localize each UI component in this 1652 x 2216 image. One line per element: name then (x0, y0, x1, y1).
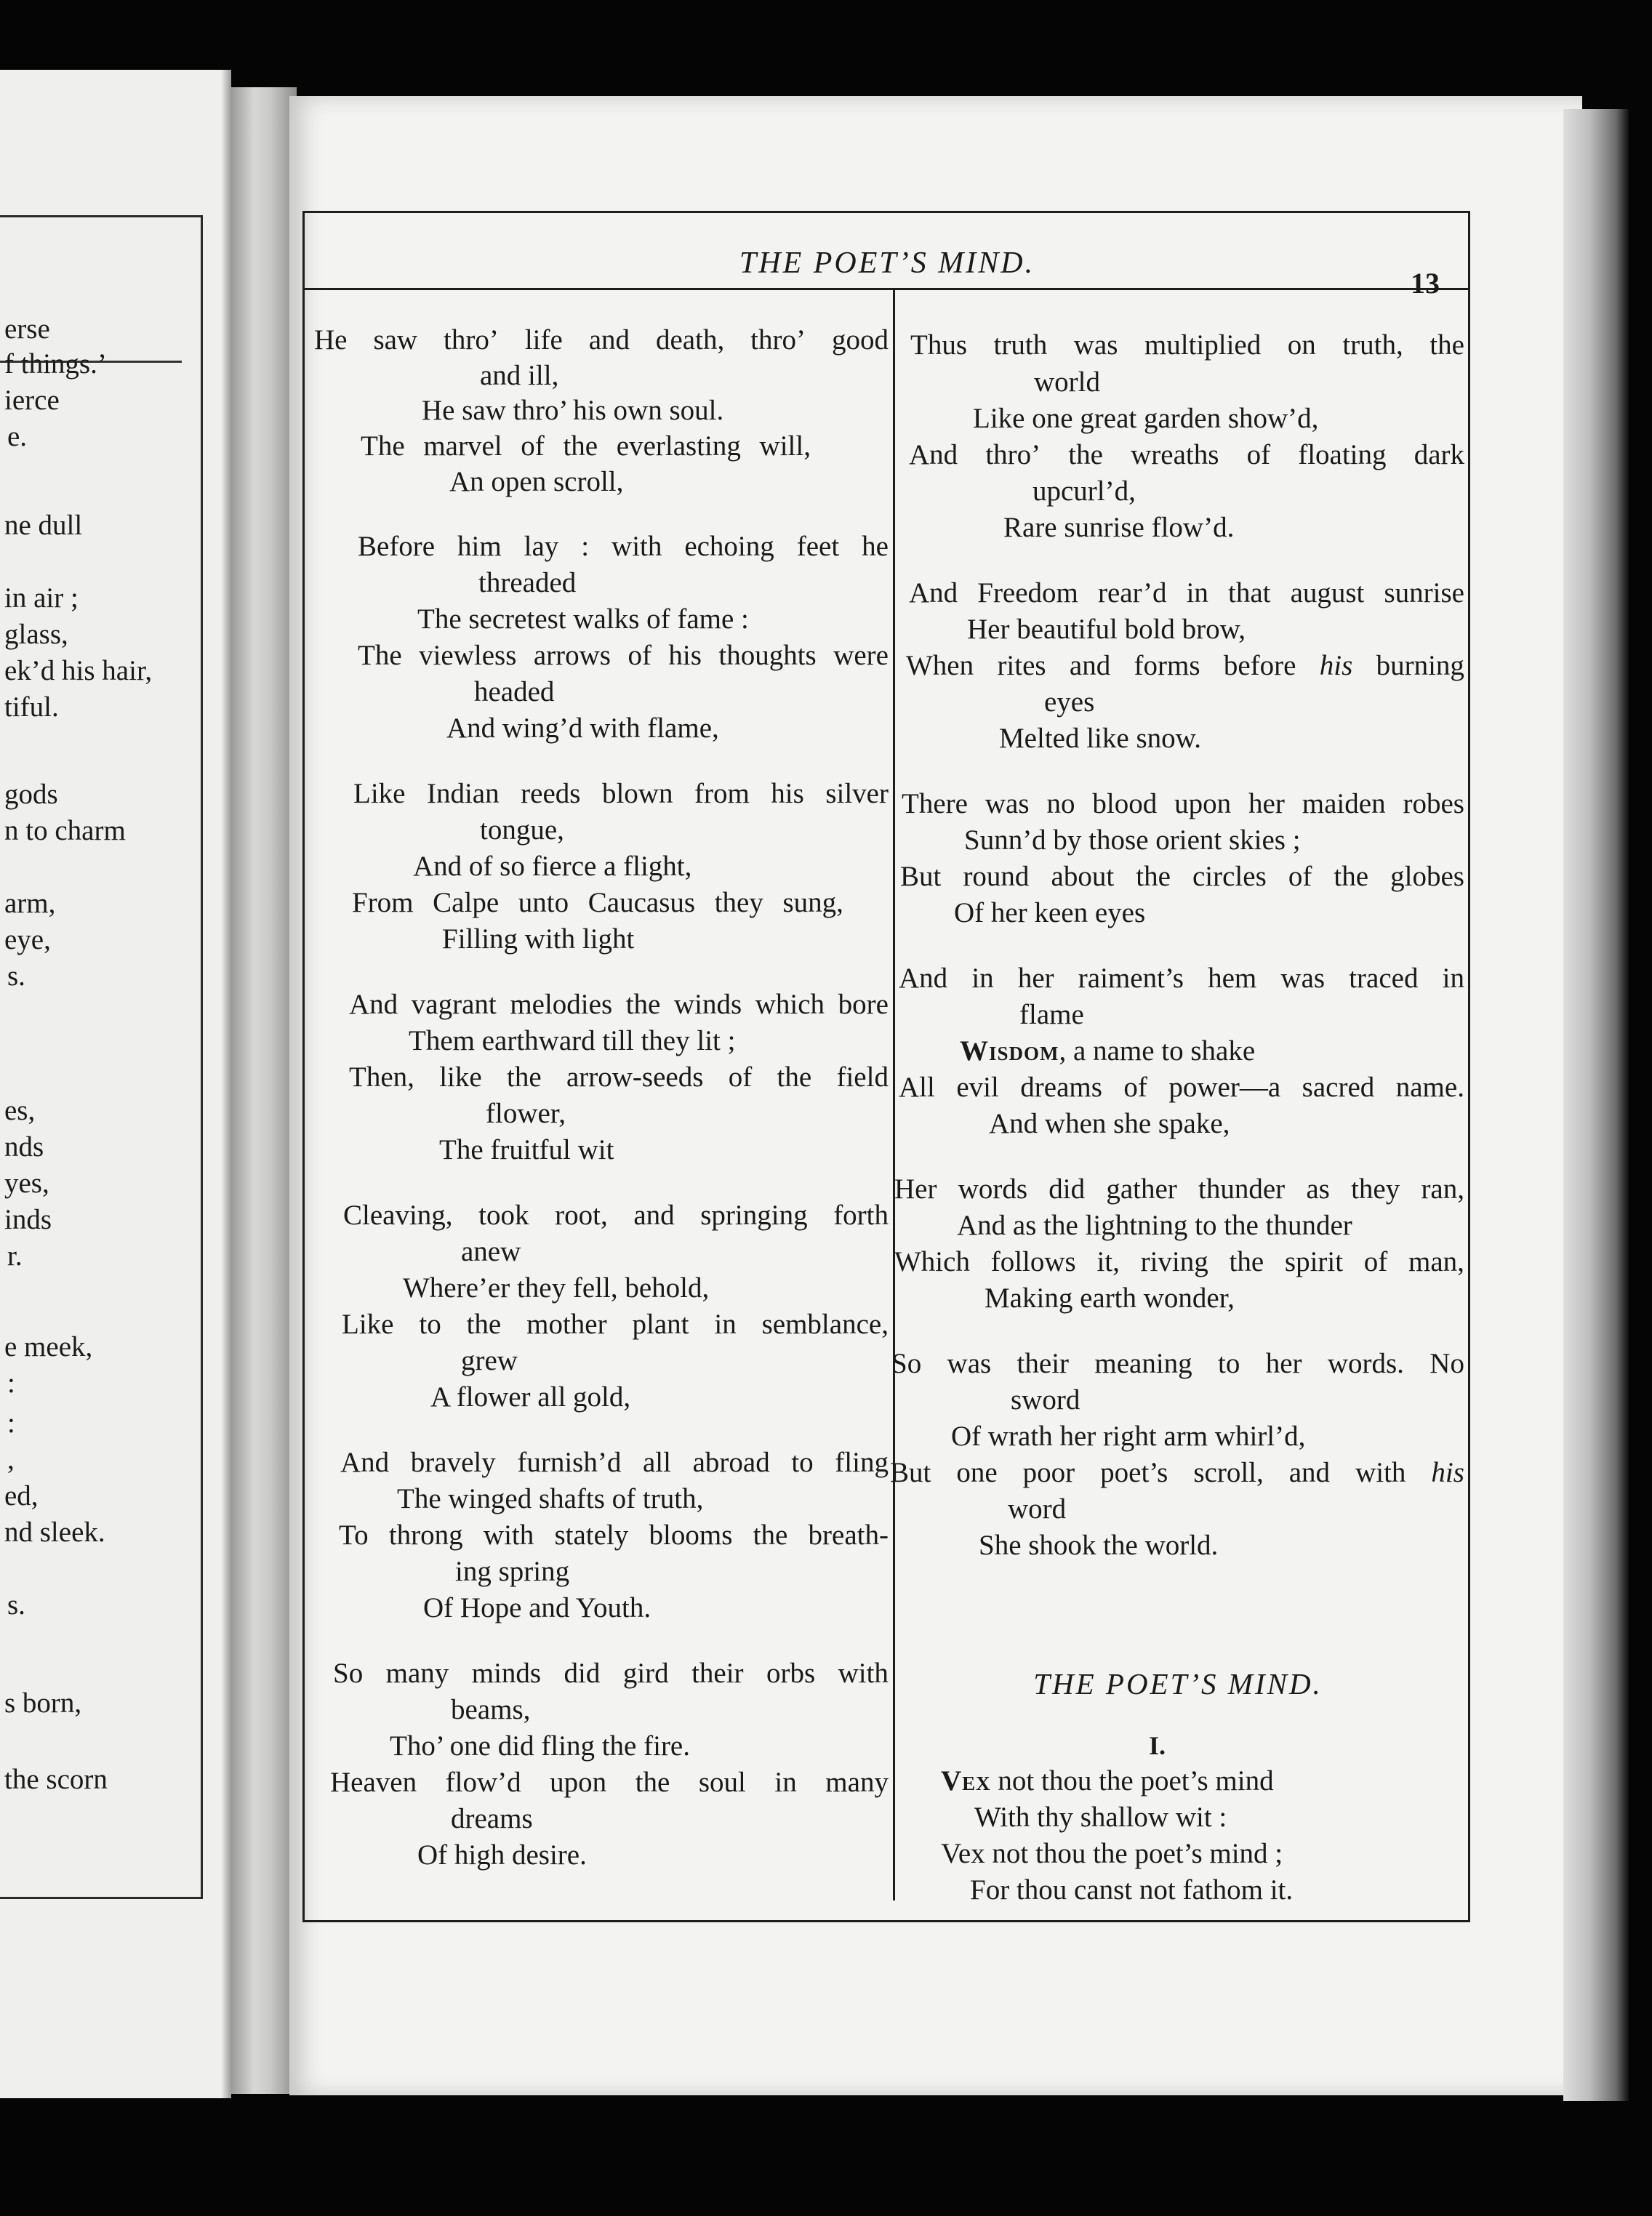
facing-page-fragment: ierce (4, 385, 60, 416)
new-poem-line: Vex not thou the poet’s mind (941, 1765, 1274, 1797)
poem-line-left: The winged shafts of truth, (397, 1483, 704, 1514)
poem-line-right: world (1034, 366, 1100, 398)
poem-line-right: But one poor poet’s scroll, and with his (890, 1457, 1464, 1488)
poem-line-left: ing spring (455, 1556, 570, 1587)
poem-line-left: The viewless arrows of his thoughts were (358, 640, 889, 671)
poem-line-right: So was their meaning to her words. No (891, 1348, 1464, 1379)
poem-line-left: He saw thro’ life and death, thro’ good (314, 324, 889, 356)
poem-line-left: Tho’ one did fling the fire. (390, 1730, 690, 1762)
poem-line-right: flame (1019, 999, 1084, 1030)
facing-page-fragment: es, (4, 1095, 36, 1126)
poem-line-left: dreams (451, 1803, 533, 1834)
facing-page-fragment: n to charm (4, 815, 126, 846)
poem-line-right: Of her keen eyes (954, 897, 1146, 928)
poem-line-left: Heaven flow’d upon the soul in many (330, 1767, 889, 1798)
poem-line-right: word (1008, 1493, 1067, 1525)
poem-line-right: upcurl’d, (1032, 475, 1136, 507)
poem-line-right: But round about the circles of the globes (900, 861, 1464, 892)
poem-line-left: tongue, (480, 814, 564, 846)
stanza-number: I. (1149, 1731, 1166, 1760)
facing-page-fragment: , (7, 1444, 15, 1475)
facing-page-fragment: e meek, (4, 1331, 93, 1362)
facing-page-fragment: erse (4, 313, 50, 345)
facing-page-fragment: yes, (4, 1168, 49, 1199)
poem-line-left: And of so fierce a flight, (413, 851, 692, 882)
poem-line-right: And as the lightning to the thunder (957, 1210, 1352, 1241)
page-number: 13 (1411, 267, 1440, 300)
facing-page-fragment: glass, (4, 619, 68, 650)
poem-line-left: threaded (478, 567, 577, 598)
poem-line-left: Then, like the arrow-seeds of the field (349, 1061, 889, 1093)
poem-line-right: Sunn’d by those orient skies ; (964, 824, 1301, 856)
facing-page-fragment: : (7, 1408, 15, 1439)
poem-line-left: Cleaving, took root, and springing forth (343, 1200, 889, 1231)
poem-line-right: Wisdom, a name to shake (960, 1035, 1256, 1067)
poem-line-right: Rare sunrise flow’d. (1003, 512, 1235, 543)
book-gutter (231, 87, 297, 2094)
poem-line-right: Making earth wonder, (985, 1282, 1235, 1314)
facing-page-fragment: ek’d his hair, (4, 655, 153, 686)
poem-line-right: Which follows it, riving the spirit of man, (894, 1246, 1464, 1277)
poem-line-right: Melted like snow. (999, 723, 1202, 754)
poem-line-left: grew (461, 1345, 518, 1376)
poem-line-left: Of high desire. (417, 1839, 587, 1871)
facing-page-fragment: s. (7, 960, 25, 992)
poem-line-right: When rites and forms before his burning (906, 650, 1464, 681)
poem-line-right: And when she spake, (989, 1108, 1230, 1139)
facing-page-fragment: : (7, 1368, 15, 1399)
poem-line-left: An open scroll, (449, 466, 624, 497)
new-poem-line: For thou canst not fathom it. (970, 1874, 1294, 1906)
facing-page-fragment: the scorn (4, 1764, 108, 1795)
poem-line-left: And wing’d with flame, (446, 712, 719, 744)
poem-line-right: And Freedom rear’d in that august sunrise (909, 577, 1464, 609)
new-poem-line: Vex not thou the poet’s mind ; (941, 1838, 1283, 1869)
poem-line-left: Before him lay : with echoing feet he (358, 531, 889, 562)
facing-page-fragment: tiful. (4, 691, 59, 723)
facing-page-fragment: nd sleek. (4, 1517, 105, 1548)
poem-title: THE POET’S MIND. (1033, 1667, 1323, 1701)
poem-line-right: All evil dreams of power—a sacred name. (899, 1072, 1464, 1103)
poem-line-right: Her beautiful bold brow, (967, 614, 1246, 645)
poem-line-left: And bravely furnish’d all abroad to fling (340, 1447, 889, 1478)
facing-page-fragment: in air ; (4, 582, 79, 614)
facing-page (0, 70, 231, 2098)
poem-line-right: And in her raiment’s hem was traced in (899, 963, 1464, 994)
poem-line-left: And vagrant melodies the winds which bore (349, 989, 889, 1020)
poem-line-left: Like to the mother plant in semblance, (342, 1309, 889, 1340)
poem-line-right: sword (1011, 1384, 1080, 1416)
poem-line-left: Filling with light (442, 923, 635, 955)
poem-line-left: beams, (451, 1694, 531, 1725)
poem-line-left: The marvel of the everlasting will, (361, 430, 811, 462)
page-edge (1563, 109, 1629, 2101)
poem-line-right: Thus truth was multiplied on truth, the (910, 329, 1464, 361)
poem-line-left: From Calpe unto Caucasus they sung, (352, 887, 843, 918)
poem-line-left: Them earthward till they lit ; (409, 1025, 736, 1056)
facing-page-fragment: s born, (4, 1687, 82, 1719)
facing-page-fragment: ne dull (4, 510, 83, 541)
poem-line-left: Of Hope and Youth. (423, 1592, 651, 1623)
facing-page-fragment: e. (7, 421, 28, 452)
facing-page-fragment: gods (4, 779, 58, 810)
poem-line-left: flower, (486, 1098, 566, 1129)
facing-page-fragment: r. (7, 1240, 23, 1272)
poem-line-left: The fruitful wit (439, 1134, 614, 1165)
poem-line-right: She shook the world. (979, 1530, 1219, 1561)
facing-page-fragment: f things.’ (4, 348, 107, 380)
facing-page-fragment: ed, (4, 1480, 39, 1512)
poem-line-left: So many minds did gird their orbs with (333, 1658, 889, 1689)
gutter-shadow (221, 70, 231, 2098)
poem-line-right: And thro’ the wreaths of floating dark (909, 439, 1464, 470)
facing-page-fragment: nds (4, 1131, 44, 1163)
poem-line-left: Where’er they fell, behold, (403, 1272, 710, 1304)
poem-line-left: He saw thro’ his own soul. (422, 395, 724, 426)
poem-line-right: Of wrath her right arm whirl’d, (951, 1421, 1306, 1452)
poem-line-left: and ill, (480, 360, 559, 391)
header-rule (302, 288, 1470, 290)
new-poem-line: With thy shallow wit : (974, 1802, 1227, 1833)
poem-line-right: Her words did gather thunder as they ran, (894, 1173, 1464, 1205)
poem-line-right: There was no blood upon her maiden robes (902, 788, 1464, 819)
running-title: THE POET’S MIND. (739, 246, 1035, 280)
facing-page-fragment: s. (7, 1589, 25, 1621)
poem-line-left: To throng with stately blooms the breath- (339, 1520, 889, 1551)
poem-line-right: eyes (1044, 686, 1095, 718)
facing-page-fragment: eye, (4, 924, 51, 955)
poem-line-left: A flower all gold, (430, 1381, 631, 1413)
poem-line-left: headed (474, 676, 555, 707)
facing-page-frame (0, 215, 203, 1899)
poem-line-left: The secretest walks of fame : (417, 603, 749, 635)
poem-line-left: anew (461, 1236, 521, 1267)
poem-line-left: Like Indian reeds blown from his silver (353, 778, 889, 809)
poem-line-right: Like one great garden show’d, (973, 403, 1319, 434)
column-divider (893, 290, 895, 1900)
facing-page-fragment: inds (4, 1204, 52, 1235)
facing-page-fragment: arm, (4, 888, 56, 919)
